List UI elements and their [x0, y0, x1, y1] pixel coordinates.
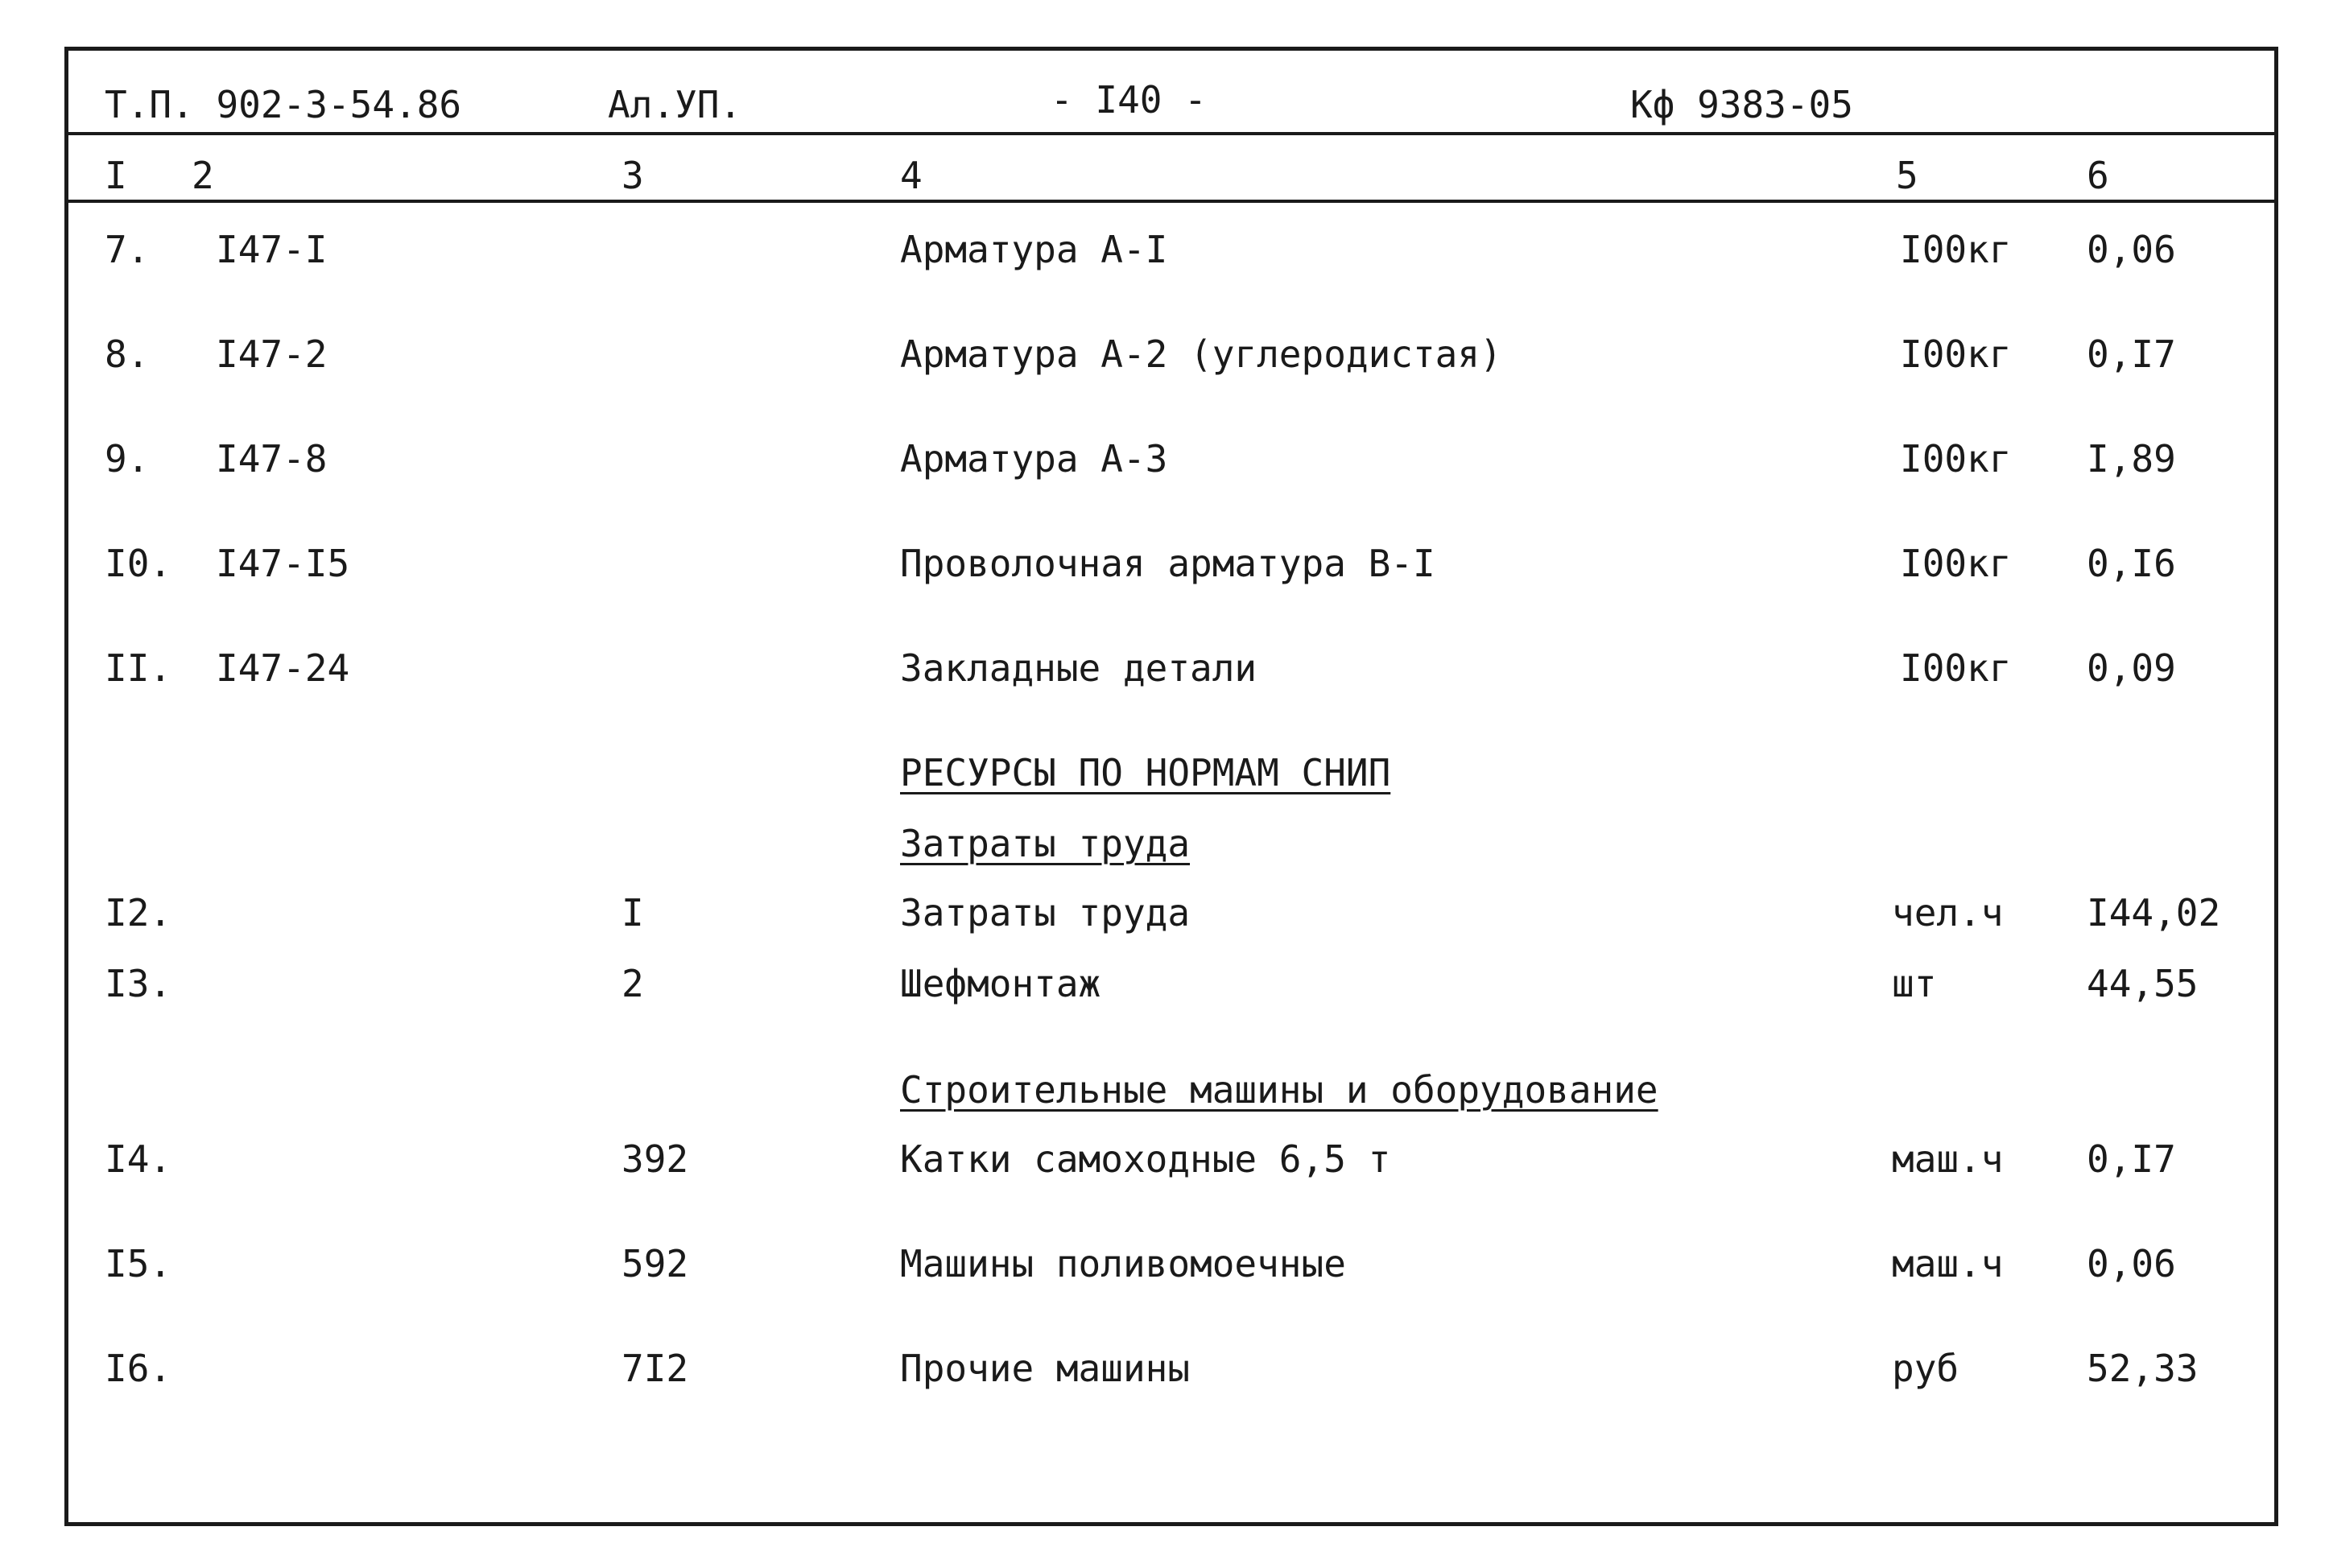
- row-number: I5.: [105, 1242, 172, 1285]
- quantity: 0,09: [2087, 646, 2176, 690]
- norm-code: I47-I5: [216, 542, 350, 585]
- album-label: Ал.УП.: [608, 83, 742, 126]
- tp-code: Т.П. 902-3-54.86: [105, 83, 462, 126]
- resource-name: Затраты труда: [900, 891, 1191, 935]
- quantity: 44,55: [2087, 962, 2199, 1005]
- unit: шт: [1892, 962, 1937, 1005]
- resource-code: 592: [621, 1242, 689, 1285]
- header-divider: [64, 132, 2278, 135]
- unit: I00кг: [1900, 228, 2012, 271]
- unit: маш.ч: [1892, 1137, 2004, 1181]
- document-cipher: Кф 9383-05: [1630, 83, 1853, 126]
- resource-name: Арматура А-3: [900, 437, 1168, 481]
- section-heading-machines: Строительные машины и оборудование: [900, 1068, 1658, 1112]
- row-number: I3.: [105, 962, 172, 1005]
- unit: маш.ч: [1892, 1242, 2004, 1285]
- resource-code: I: [621, 891, 644, 935]
- resource-name: Прочие машины: [900, 1347, 1191, 1390]
- row-number: 9.: [105, 437, 150, 481]
- page-number: - I40 -: [1051, 78, 1207, 122]
- row-number: I2.: [105, 891, 172, 935]
- quantity: 0,I6: [2087, 542, 2176, 585]
- unit: I00кг: [1900, 437, 2012, 481]
- quantity: 52,33: [2087, 1347, 2199, 1390]
- resource-name: Шефмонтаж: [900, 962, 1101, 1005]
- quantity: 0,06: [2087, 1242, 2176, 1285]
- row-number: 7.: [105, 228, 150, 271]
- unit: чел.ч: [1892, 891, 2004, 935]
- norm-code: I47-2: [216, 332, 328, 376]
- resource-name: Машины поливомоечные: [900, 1242, 1346, 1285]
- column-number: 6: [2087, 154, 2109, 197]
- resource-code: 2: [621, 962, 644, 1005]
- row-number: I6.: [105, 1347, 172, 1390]
- row-number: II.: [105, 646, 172, 690]
- quantity: 0,06: [2087, 228, 2176, 271]
- norm-code: I47-24: [216, 646, 350, 690]
- unit: I00кг: [1900, 646, 2012, 690]
- unit: руб: [1892, 1347, 1959, 1390]
- unit: I00кг: [1900, 332, 2012, 376]
- column-header-divider: [64, 200, 2278, 203]
- quantity: 0,I7: [2087, 1137, 2176, 1181]
- quantity: I,89: [2087, 437, 2176, 481]
- norm-code: I47-8: [216, 437, 328, 481]
- resource-name: Проволочная арматура В-I: [900, 542, 1435, 585]
- row-number: I0.: [105, 542, 172, 585]
- norm-code: I47-I: [216, 228, 328, 271]
- unit: I00кг: [1900, 542, 2012, 585]
- section-heading-resources: РЕСУРСЫ ПО НОРМАМ СНИП: [900, 751, 1391, 794]
- row-number: 8.: [105, 332, 150, 376]
- row-number: I4.: [105, 1137, 172, 1181]
- column-number: 2: [192, 154, 214, 197]
- resource-name: Закладные детали: [900, 646, 1257, 690]
- quantity: I44,02: [2087, 891, 2221, 935]
- section-heading-labor: Затраты труда: [900, 822, 1191, 865]
- column-number: I: [105, 154, 127, 197]
- column-number: 3: [621, 154, 644, 197]
- resource-name: Катки самоходные 6,5 т: [900, 1137, 1391, 1181]
- column-number: 4: [900, 154, 923, 197]
- resource-name: Арматура А-I: [900, 228, 1168, 271]
- resource-code: 7I2: [621, 1347, 689, 1390]
- resource-code: 392: [621, 1137, 689, 1181]
- quantity: 0,I7: [2087, 332, 2176, 376]
- resource-name: Арматура А-2 (углеродистая): [900, 332, 1502, 376]
- column-number: 5: [1896, 154, 1918, 197]
